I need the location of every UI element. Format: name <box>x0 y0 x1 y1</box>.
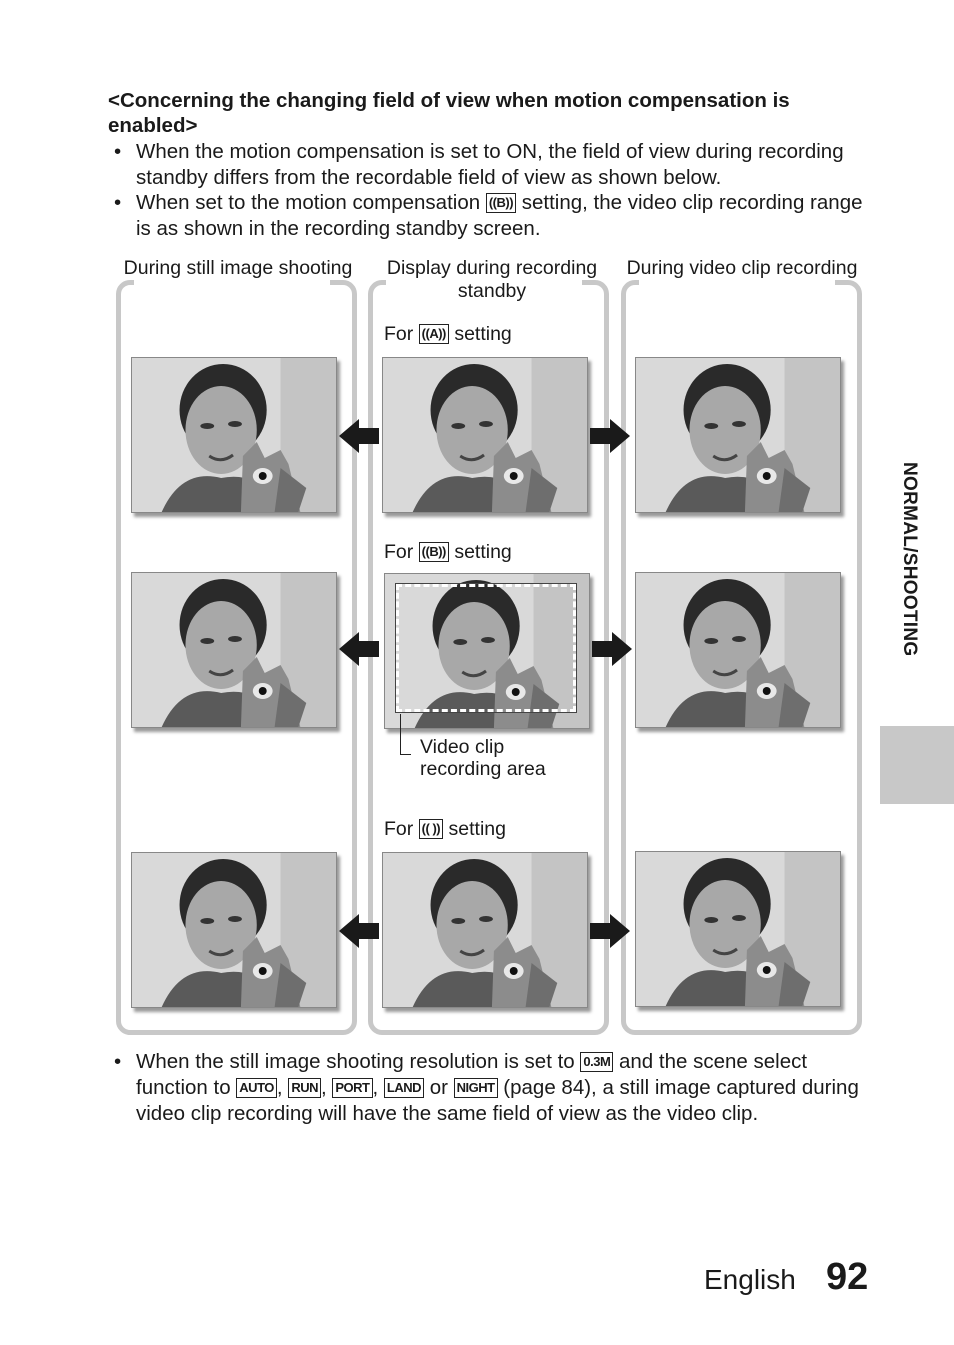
arrow-left-icon <box>339 419 379 453</box>
video-clip-area-frame <box>396 584 576 712</box>
bullet-text <box>136 190 874 242</box>
bullet-item <box>114 190 874 242</box>
bullet-text-part: When the still image shooting resolution is set to <box>136 1050 581 1073</box>
bullet-dot: • <box>114 191 122 214</box>
scene-sports-icon: RUN <box>288 1078 321 1098</box>
scene-night-icon: NIGHT <box>454 1078 498 1098</box>
column-label-video: During video clip recording <box>626 257 858 279</box>
resolution-icon: 0.3M <box>580 1052 613 1072</box>
callout-line <box>400 714 411 755</box>
still-photo <box>131 572 337 728</box>
column-label-still: During still image shooting <box>123 257 353 279</box>
bullet-text-part: When set to the motion compensation <box>136 191 486 214</box>
bullet-text-part: setting, the video clip recording range is as shown in the recording standby screen. <box>136 191 863 240</box>
still-photo <box>131 357 337 513</box>
setting-prefix: For <box>384 323 414 345</box>
scene-auto-icon: AUTO <box>236 1078 277 1098</box>
column-label-standby: Display during recording standby <box>386 257 598 302</box>
arrow-left-icon <box>339 632 379 666</box>
arrow-right-icon <box>592 632 632 666</box>
bullet-item <box>114 1049 874 1127</box>
footer-language: English <box>704 1264 796 1295</box>
video-photo <box>635 851 841 1007</box>
scene-portrait-icon: PORT <box>332 1078 372 1098</box>
arrow-left-icon <box>339 914 379 948</box>
scene-landscape-icon: LAND <box>384 1078 424 1098</box>
video-photo <box>635 357 841 513</box>
bullet-text: When the motion compensation is set to ON, the field of view during recording standby differs from the recordable field of view as shown below. <box>136 140 844 189</box>
page-number: 92 <box>826 1256 869 1298</box>
bullet-item <box>114 139 874 191</box>
standby-photo <box>382 852 588 1008</box>
setting-label-a <box>384 322 512 346</box>
setting-prefix: For <box>384 541 414 563</box>
video-photo <box>635 572 841 728</box>
motion-compensation-b-icon: ((B)) <box>486 193 516 213</box>
bullet-text: When the still image shooting resolution is set to 0.3M and the scene select function to AUTO , RUN , PORT , LAND or NIGHT (page 84), a still image captured during video clip recording will have the same field of view as the video clip. <box>136 1050 859 1125</box>
setting-suffix: setting <box>454 541 512 563</box>
video-area-label: Video clip recording area <box>420 736 546 780</box>
section-heading: <Concerning the changing field of view when motion compensation is enabled> <box>108 89 790 137</box>
motion-compensation-a-icon: ((A)) <box>419 324 449 344</box>
bullet-dot: • <box>114 140 122 163</box>
setting-suffix: setting <box>454 323 512 345</box>
bullet-text-part: or <box>424 1076 454 1099</box>
setting-label-b <box>384 540 512 564</box>
bullet-text-part: and the scene select function to <box>136 1050 808 1099</box>
arrow-right-icon <box>590 914 630 948</box>
side-tab-label: NORMAL/SHOOTING <box>899 462 920 657</box>
setting-suffix: setting <box>448 818 506 840</box>
setting-prefix: For <box>384 818 414 840</box>
bullet-dot: • <box>114 1050 122 1073</box>
bullet-text-part: (page 84), a still image captured during video clip recording will have the same field of view as the video clip. <box>136 1076 859 1125</box>
still-photo <box>131 852 337 1008</box>
arrow-right-icon <box>590 419 630 453</box>
motion-compensation-b-icon: ((B)) <box>419 542 449 562</box>
motion-compensation-off-icon: (( )) <box>419 819 443 839</box>
setting-label-off <box>384 817 506 841</box>
side-tab-marker <box>880 726 954 804</box>
standby-photo <box>382 357 588 513</box>
